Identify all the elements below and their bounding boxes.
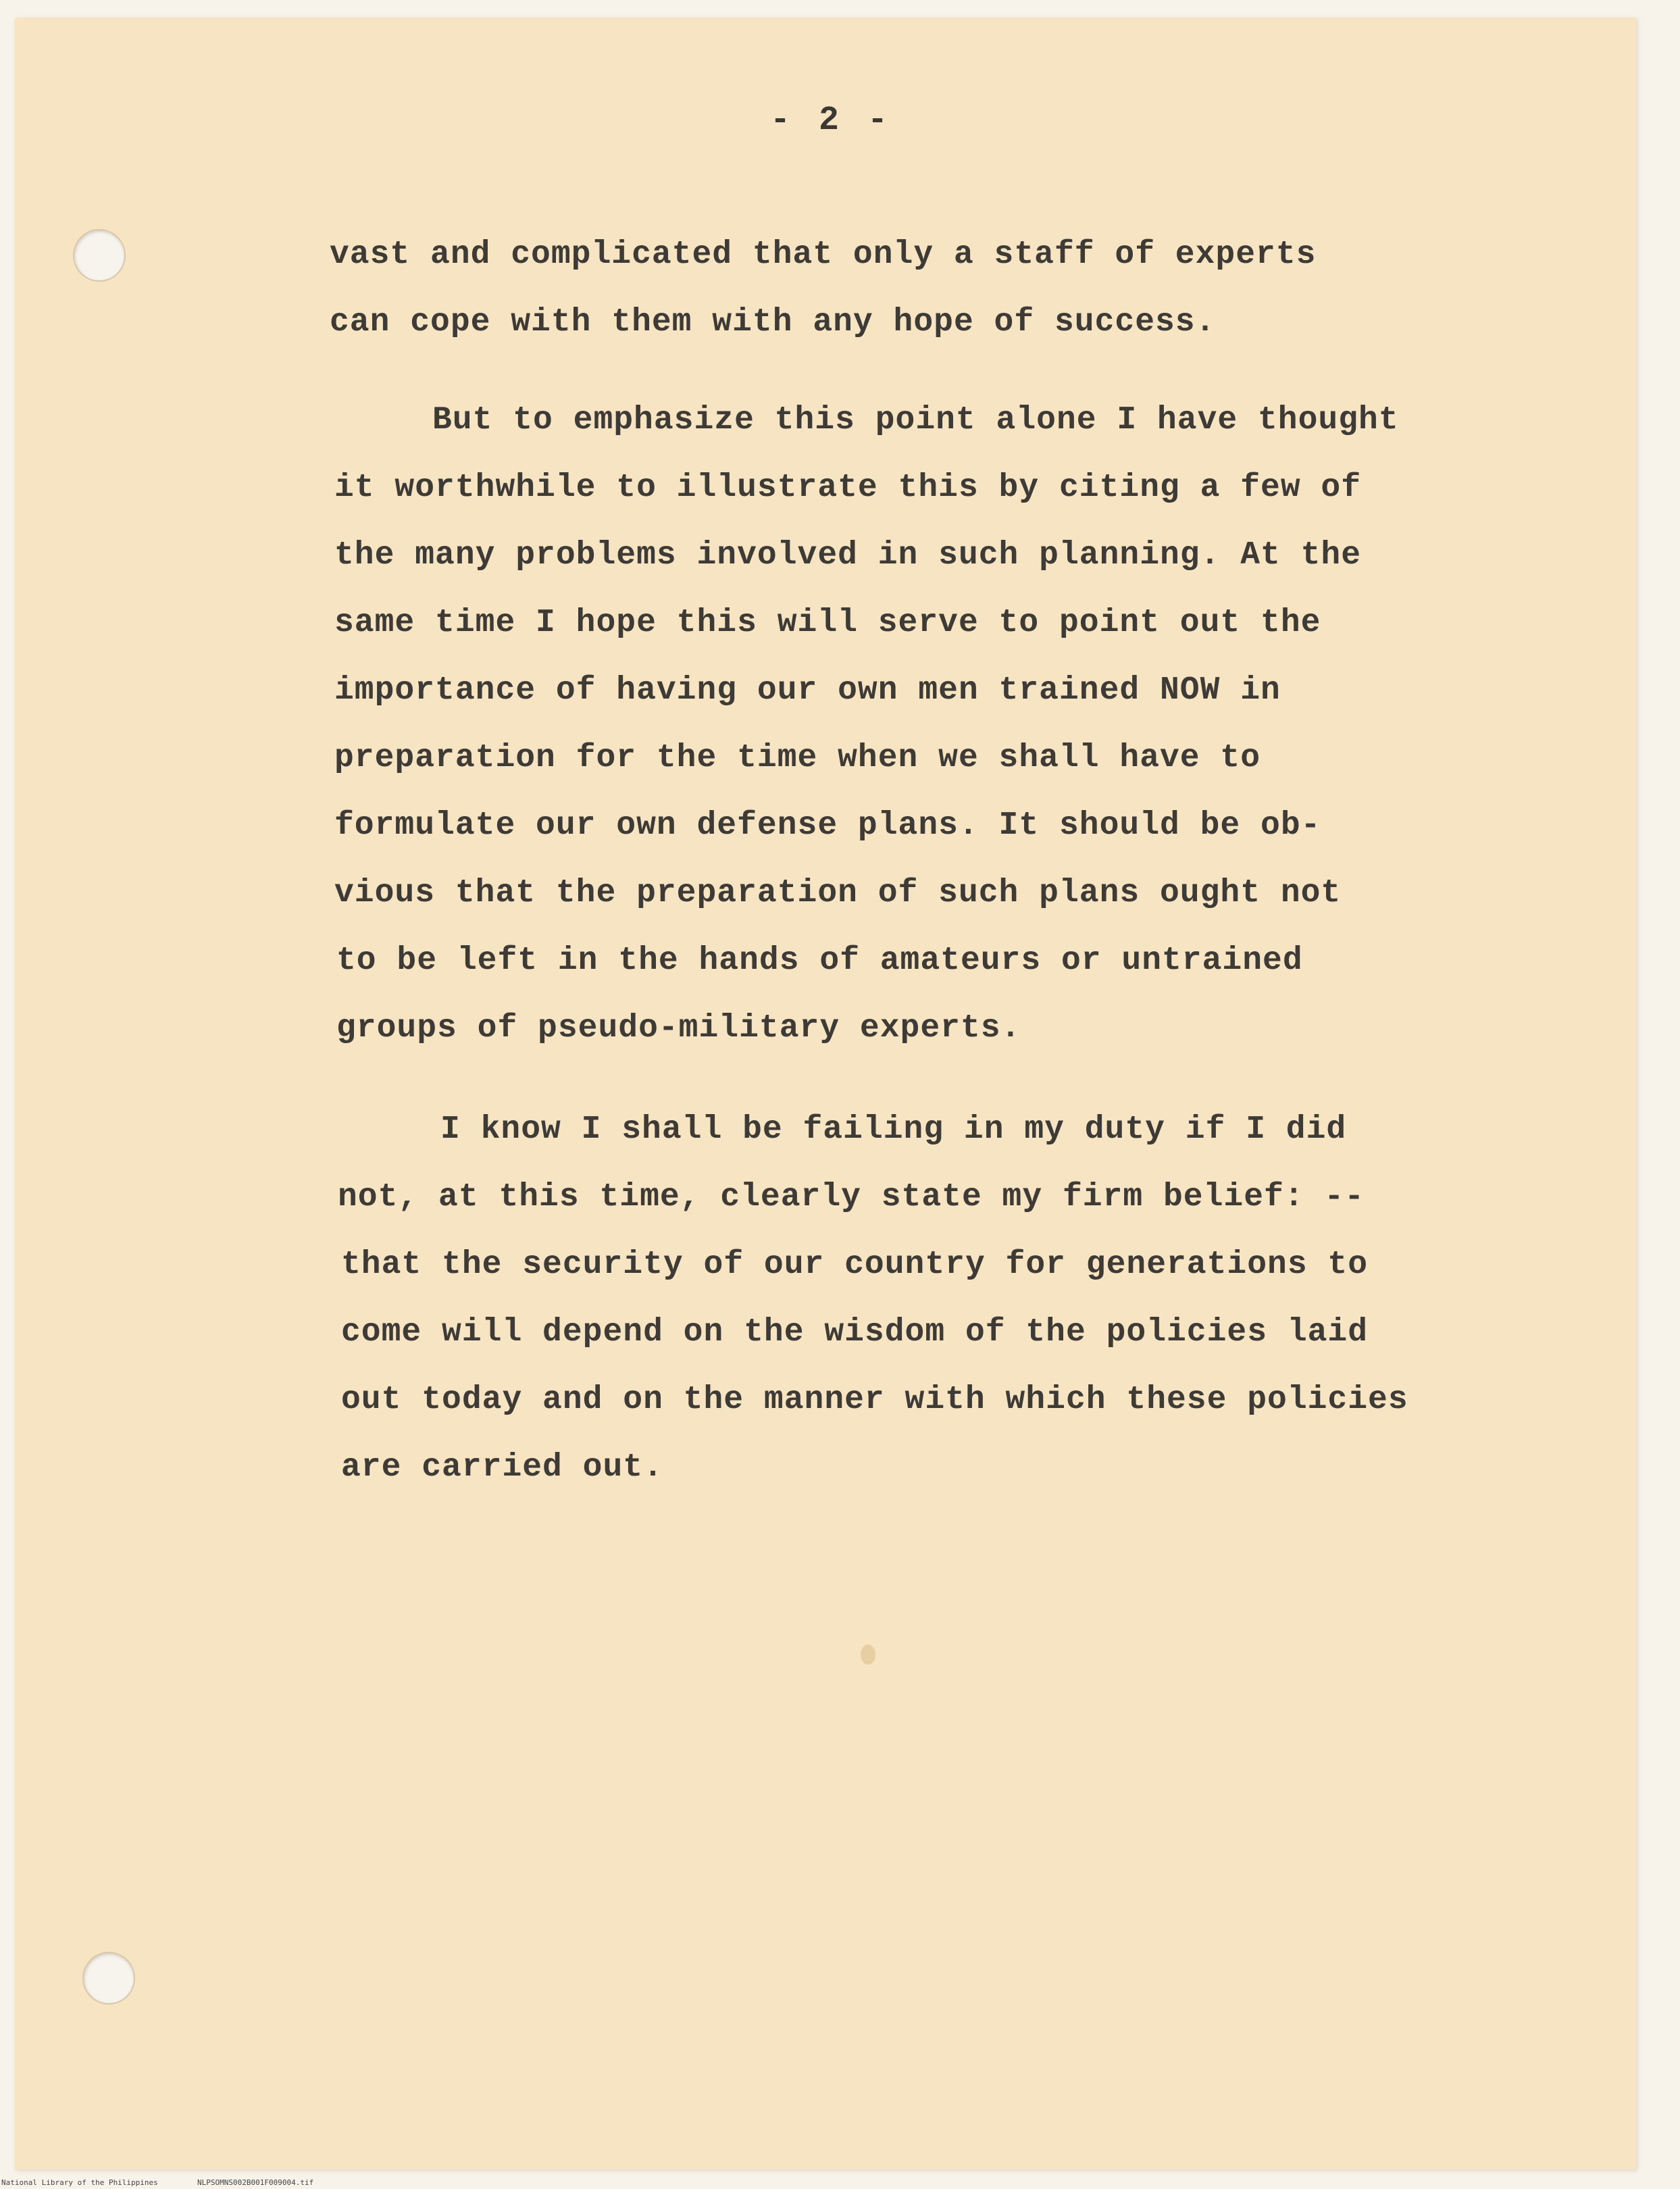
text-line: preparation for the time when we shall have to	[334, 740, 1261, 776]
text-line: to be left in the hands of amateurs or untrained	[336, 942, 1303, 979]
text-line: I know I shall be failing in my duty if I did	[440, 1111, 1347, 1148]
footer-institution: National Library of the Philippines	[1, 2178, 158, 2187]
text-line: formulate our own defense plans. It should be ob-	[334, 807, 1321, 844]
text-line: not, at this time, clearly state my firm belief: --	[338, 1179, 1365, 1215]
text-line: can cope with them with any hope of success.	[330, 304, 1216, 341]
footer-file-id: NLPSOMNS002B001F009004.tif	[197, 2178, 314, 2187]
punch-hole-bottom	[82, 1952, 135, 2005]
text-line: the many problems involved in such planning. At the	[334, 537, 1362, 574]
text-line: out today and on the manner with which these policies	[341, 1382, 1408, 1418]
text-line: vious that the preparation of such plans ought not	[334, 875, 1342, 911]
text-line: importance of having our own men trained NOW in	[334, 672, 1281, 709]
page-number: - 2 -	[770, 101, 892, 140]
text-line: vast and complicated that only a staff of experts	[330, 236, 1317, 273]
paper-stain	[861, 1644, 875, 1665]
text-line: are carried out.	[341, 1449, 663, 1486]
punch-hole-top	[73, 229, 126, 282]
text-line: groups of pseudo-military experts.	[336, 1010, 1021, 1047]
text-line: same time I hope this will serve to point out the	[334, 605, 1321, 641]
text-line: that the security of our country for generations to	[341, 1247, 1369, 1283]
text-line: But to emphasize this point alone I have thought	[432, 402, 1399, 438]
text-line: it worthwhile to illustrate this by citing a few of	[334, 470, 1362, 506]
text-line: come will depend on the wisdom of the policies laid	[341, 1314, 1369, 1351]
